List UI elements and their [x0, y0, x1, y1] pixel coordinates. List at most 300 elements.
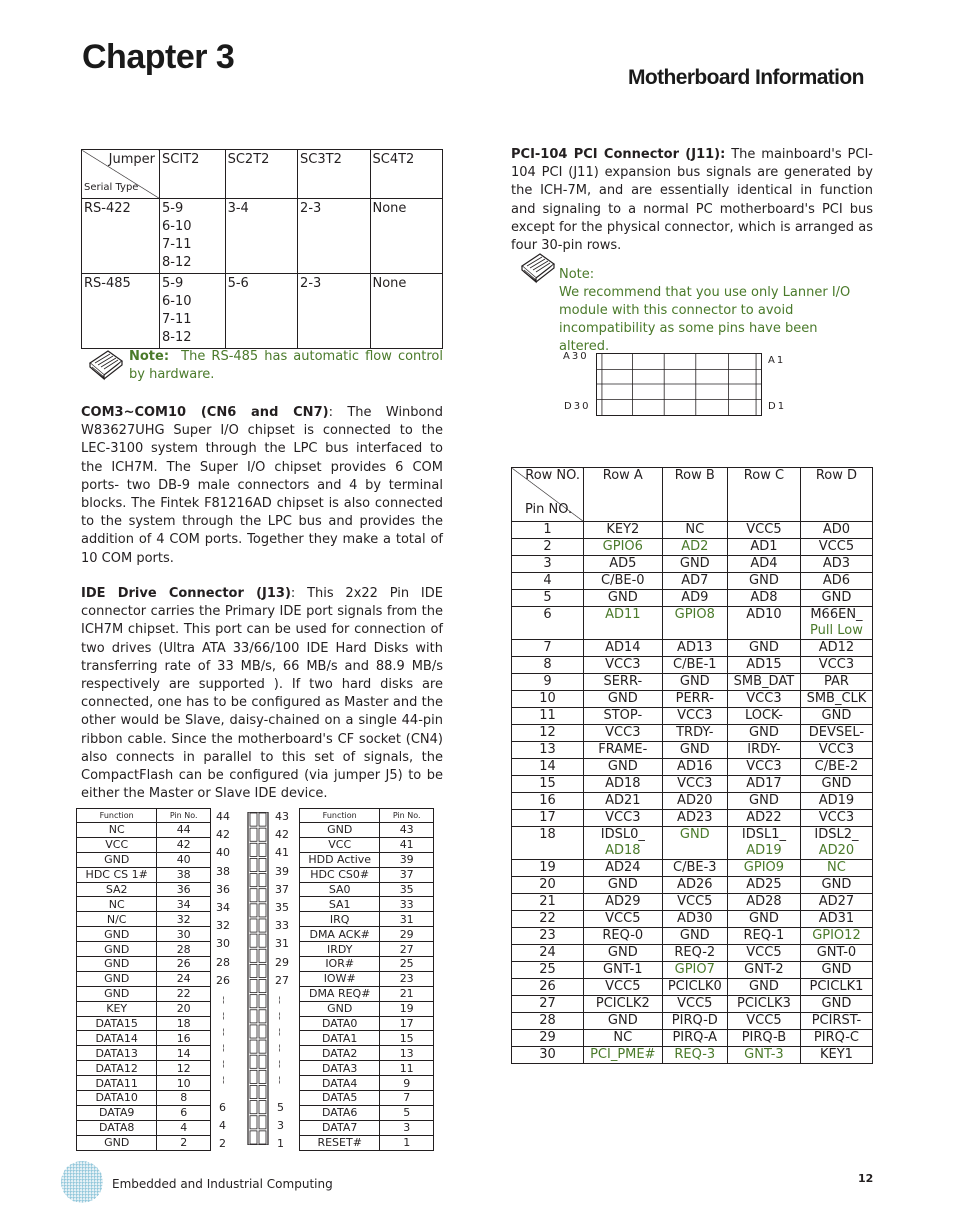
- ide-table-row: VCC 42: [77, 837, 211, 852]
- pci-table-row: [512, 539, 873, 556]
- pci-col-header: Row B: [662, 468, 727, 522]
- connector-gap-mark: ¦: [222, 995, 225, 1004]
- pci-cell: GPIO7: [662, 962, 727, 979]
- connector-pin: [259, 934, 266, 947]
- connector-pin: [250, 964, 257, 977]
- pci-cell: GPIO9: [727, 860, 800, 877]
- ide-table-row: GND 26: [77, 957, 211, 972]
- pci-cell: C/BE-0: [584, 573, 663, 590]
- pci-cell: GND: [727, 979, 800, 996]
- com-paragraph: COM3~COM10 (CN6 and CN7): The Winbond W83627UHG Super I/O chipset is connected to the LEC-3100 system through the LPC bus interfaced to the ICH7M. The Super I/O chipset provides 6 COM ports- two DB-9 male connectors and 4 by terminal blocks. The Fintek F81216AD chipset is also connected to the system through the LPC bus and provides the addition of 4 COM ports. Together they make a total of 10 COM ports.: [81, 405, 443, 566]
- ide-table-row: RESET# 1: [300, 1135, 434, 1150]
- ide-table-row: DATA9 6: [77, 1105, 211, 1120]
- connector-pin: [250, 1101, 257, 1114]
- pci-cell: AD29: [584, 894, 663, 911]
- pci-cell: AD15: [727, 657, 800, 674]
- connector-pin-number: 33: [275, 919, 289, 933]
- pci-cell: REQ-3: [662, 1047, 727, 1064]
- pci-cell: VCC3: [584, 657, 663, 674]
- connector-pin: [250, 1025, 257, 1038]
- pci-cell: VCC3: [662, 708, 727, 725]
- pci-table-row: [512, 996, 873, 1013]
- pci-cell: VCC3: [727, 691, 800, 708]
- pci-table-row: [512, 725, 873, 742]
- pci-label-d30: D30: [564, 401, 591, 412]
- ide-paragraph: IDE Drive Connector (J13): This 2x22 Pin IDE connector carries the Primary IDE port signals from the ICH7M chipset. This port can be used for connection of two drives (Ultra ATA 33/66/100 IDE Hard Disks with transferring rate of 33 MB/s, 66 MB/s and 88.9 MB/s respectively are supported ). If two hard disks are connected, one has to be configured as Master and the other would be Slave, daisy-chained on a single 44-pin ribbon cable. Since the motherboard's CF socket (CN4) also connects in parallel to this set of signals, the CompactFlash can be configured (via jumper J5) to be either the Master or Slave IDE device.: [81, 586, 443, 802]
- connector-pin: [259, 1131, 266, 1144]
- pci-cell: AD19: [800, 793, 872, 810]
- connector-gap-mark: ¦: [222, 1011, 225, 1020]
- pci-cell: 13: [512, 742, 584, 759]
- connector-pin: [259, 1085, 266, 1098]
- pci-table-row: [512, 894, 873, 911]
- connector-pin-number: 32: [216, 919, 230, 933]
- pci-cell: VCC3: [800, 657, 872, 674]
- pci-cell: GND: [727, 911, 800, 928]
- pci-cell: NC: [584, 1030, 663, 1047]
- pci-cell: 10: [512, 691, 584, 708]
- connector-pin-number: 1: [277, 1137, 284, 1151]
- pci-cell: REQ-2: [662, 945, 727, 962]
- connector-pin: [250, 934, 257, 947]
- pci-cell: 11: [512, 708, 584, 725]
- connector-pin: [250, 949, 257, 962]
- connector-pin: [250, 980, 257, 993]
- pci-table-row: [512, 573, 873, 590]
- pci-col-header: Row D: [800, 468, 872, 522]
- pci-cell: 3: [512, 556, 584, 573]
- pci-cell: AD22: [727, 810, 800, 827]
- pci-cell: AD0: [800, 522, 872, 539]
- pci-cell: GNT-3: [727, 1047, 800, 1064]
- pci-cell: GND: [584, 590, 663, 607]
- connector-pin-number: 34: [216, 901, 230, 914]
- jumper-col-header: SC4T2: [370, 150, 443, 199]
- ide-table-row: GND 19: [300, 1001, 434, 1016]
- pci-col-header: Row C: [727, 468, 800, 522]
- pci-cell: GND: [800, 590, 872, 607]
- pci-title: PCI-104 PCI Connector (J11):: [511, 147, 726, 162]
- pci-table-row: [512, 793, 873, 810]
- pci-cell: AD23: [662, 810, 727, 827]
- pci-cell: 19: [512, 860, 584, 877]
- pci-cell: VCC5: [584, 979, 663, 996]
- connector-pin-number: 42: [216, 828, 230, 842]
- ide-table-row: DMA REQ# 21: [300, 986, 434, 1001]
- connector-pin-number: 5: [277, 1101, 284, 1114]
- note-rs485: Note: The RS-485 has automatic flow control by hardware.: [129, 349, 444, 382]
- connector-pin: [259, 858, 266, 871]
- pci-cell: GND: [662, 827, 727, 860]
- pci-cell: AD3: [800, 556, 872, 573]
- ide-table-row: DATA0 17: [300, 1016, 434, 1031]
- ide-right-table: [299, 808, 434, 1151]
- connector-gap-mark: ¦: [222, 1027, 225, 1036]
- pci-cell: 7: [512, 640, 584, 657]
- ide-table-row: IRQ 31: [300, 912, 434, 927]
- pci-cell: AD8: [727, 590, 800, 607]
- connector-pin-number: 31: [275, 937, 289, 951]
- pci-cell: PIRQ-C: [800, 1030, 872, 1047]
- pci-cell: 27: [512, 996, 584, 1013]
- pci-table-row: [512, 640, 873, 657]
- pci-cell: AD1: [727, 539, 800, 556]
- pci-cell: AD10: [727, 607, 800, 640]
- pci-cell: 4: [512, 573, 584, 590]
- lanner-logo: [60, 1160, 104, 1204]
- pci-table-header: [512, 468, 873, 522]
- pci-cell: 12: [512, 725, 584, 742]
- pci-cell: AD13: [662, 640, 727, 657]
- connector-gap-mark: ¦: [222, 1059, 225, 1068]
- connector-pin-number: 3: [277, 1119, 284, 1133]
- pci-cell: GND: [727, 725, 800, 742]
- connector-pin: [250, 828, 257, 841]
- connector-gap-mark: ¦: [278, 1043, 281, 1052]
- pci-cell: PCICLK0: [662, 979, 727, 996]
- ide-table-row: GND 43: [300, 823, 434, 838]
- connector-pin: [250, 904, 257, 917]
- jumper-table: [81, 149, 443, 349]
- pci-cell: AD2: [662, 539, 727, 556]
- pci-table-row: [512, 827, 873, 860]
- ide-table-row: KEY 20: [77, 1001, 211, 1016]
- ide-table-row: GND 2: [77, 1135, 211, 1150]
- pci-cell: SERR-: [584, 674, 663, 691]
- pci-cell: VCC3: [800, 810, 872, 827]
- pci-cell: PAR: [800, 674, 872, 691]
- pci-table-row: [512, 945, 873, 962]
- connector-pin-number: 29: [275, 955, 289, 969]
- pci-table-row: [512, 708, 873, 725]
- pci-cell: AD4: [727, 556, 800, 573]
- pci-cell: GND: [800, 962, 872, 979]
- connector-pin-number: 44: [216, 810, 230, 823]
- connector-pin-number: 30: [216, 937, 230, 951]
- pci-cell: VCC5: [727, 945, 800, 962]
- pci-cell: SMB_DAT: [727, 674, 800, 691]
- pci-cell: GND: [584, 877, 663, 894]
- ide-table-row: SA0 35: [300, 882, 434, 897]
- pci-table-row: [512, 742, 873, 759]
- ide-table-row: SA2 36: [77, 882, 211, 897]
- connector-gap-mark: ¦: [278, 1059, 281, 1068]
- pci-cell: NC: [662, 522, 727, 539]
- pci-cell: AD7: [662, 573, 727, 590]
- connector-pin-number: 39: [275, 864, 289, 878]
- ide-table-header: Function Pin No.: [300, 809, 434, 823]
- pci-cell: TRDY-: [662, 725, 727, 742]
- pci-cell: 8: [512, 657, 584, 674]
- pci-cell: VCC5: [727, 1013, 800, 1030]
- pci-cell: 22: [512, 911, 584, 928]
- ide-table-row: N/C 32: [77, 912, 211, 927]
- pci-cell: GND: [662, 674, 727, 691]
- connector-pin-number: 27: [275, 973, 289, 987]
- pci-cell: PIRQ-B: [727, 1030, 800, 1047]
- pci-cell: PCICLK2: [584, 996, 663, 1013]
- pci-cell: VCC5: [800, 539, 872, 556]
- ide-table-row: NC 34: [77, 897, 211, 912]
- pci-cell: GND: [800, 776, 872, 793]
- connector-pin-number: 42: [275, 828, 289, 842]
- pci-cell: GPIO12: [800, 928, 872, 945]
- pci-cell: GND: [800, 996, 872, 1013]
- pci-cell: AD30: [662, 911, 727, 928]
- ide-table-row: SA1 33: [300, 897, 434, 912]
- connector-pin: [259, 874, 266, 887]
- jumper-col-header: SCIT2: [160, 150, 226, 199]
- jumper-col-header: SC2T2: [225, 150, 297, 199]
- pci-cell: 16: [512, 793, 584, 810]
- pci-cell: AD12: [800, 640, 872, 657]
- chapter-title: Chapter 3: [82, 38, 235, 76]
- connector-pin-number: 26: [216, 973, 230, 987]
- ide-table-row: NC 44: [77, 823, 211, 838]
- pci-table-row: [512, 759, 873, 776]
- connector-pin: [250, 919, 257, 932]
- pci-cell: AD28: [727, 894, 800, 911]
- pci-cell: 25: [512, 962, 584, 979]
- pci-cell: GND: [584, 759, 663, 776]
- pci-cell-split: M66EN_ Pull Low: [800, 607, 872, 640]
- pci-cell: PCI_PME#: [584, 1047, 663, 1064]
- ide-left-table: [76, 808, 211, 1151]
- pci-table-row: [512, 674, 873, 691]
- connector-pin-number: 35: [275, 901, 289, 914]
- pci-cell: PCIRST-: [800, 1013, 872, 1030]
- pci-cell: VCC3: [662, 776, 727, 793]
- pci-cell: VCC3: [584, 810, 663, 827]
- connector-gap-mark: ¦: [222, 1043, 225, 1052]
- ide-table-row: DATA2 13: [300, 1046, 434, 1061]
- pci-table-row: [512, 1013, 873, 1030]
- jumper-col-header: SC3T2: [298, 150, 370, 199]
- pci-table-row: [512, 928, 873, 945]
- pci-cell-split: IDSL2_ AD20: [800, 827, 872, 860]
- pci-cell: C/BE-3: [662, 860, 727, 877]
- connector-pin: [250, 889, 257, 902]
- ide-table-row: DMA ACK# 29: [300, 927, 434, 942]
- pci-cell: AD14: [584, 640, 663, 657]
- connector-pin: [259, 919, 266, 932]
- pci-cell: GPIO6: [584, 539, 663, 556]
- pci-cell: GND: [662, 928, 727, 945]
- connector-gap-mark: ¦: [278, 1011, 281, 1020]
- pci-cell: GND: [584, 945, 663, 962]
- pci-cell: VCC3: [800, 742, 872, 759]
- connector-pin: [250, 1085, 257, 1098]
- pci-table-row: [512, 522, 873, 539]
- pci-cell: VCC3: [584, 725, 663, 742]
- connector-pin: [259, 843, 266, 856]
- pci-cell: LOCK-: [727, 708, 800, 725]
- ide-table-row: GND 30: [77, 927, 211, 942]
- pci-table-row: [512, 1047, 873, 1064]
- pci-cell: GND: [727, 793, 800, 810]
- jumper-corner-cell: Jumper Serial Type: [82, 150, 160, 199]
- connector-pin: [250, 1116, 257, 1129]
- connector-pin-number: 37: [275, 882, 289, 896]
- pci-corner-cell: Row NO. Pin NO.: [512, 468, 584, 522]
- ide-table-row: HDC CS 1# 38: [77, 867, 211, 882]
- pci-table-row: [512, 860, 873, 877]
- pci-cell: AD25: [727, 877, 800, 894]
- pci-cell: GND: [727, 640, 800, 657]
- connector-pin-number: 36: [216, 882, 230, 896]
- pci-cell: VCC5: [584, 911, 663, 928]
- ide-table-header: Function Pin No.: [77, 809, 211, 823]
- pci-cell: AD18: [584, 776, 663, 793]
- connector-pin: [259, 1101, 266, 1114]
- jumper-row: RS-485 5-9 6-10 7-11 8-12 5-6 2-3 None: [82, 274, 443, 349]
- pci-cell-split: IDSL1_ AD19: [727, 827, 800, 860]
- pci-cell: 26: [512, 979, 584, 996]
- ide-table-row: IOW# 23: [300, 971, 434, 986]
- pci-cell: 9: [512, 674, 584, 691]
- connector-gap-mark: ¦: [222, 1075, 225, 1084]
- connector-pin: [250, 843, 257, 856]
- ide-table-row: HDC CS0# 37: [300, 867, 434, 882]
- connector-pin-number: 28: [216, 955, 230, 969]
- pci-cell: AD16: [662, 759, 727, 776]
- pci-cell: GPIO8: [662, 607, 727, 640]
- pci-cell: 29: [512, 1030, 584, 1047]
- pci-cell: C/BE-1: [662, 657, 727, 674]
- pci-cell: PIRQ-A: [662, 1030, 727, 1047]
- pci-cell: C/BE-2: [800, 759, 872, 776]
- ide-table-row: DATA5 7: [300, 1091, 434, 1106]
- pci-cell: AD17: [727, 776, 800, 793]
- pci-cell: GND: [800, 708, 872, 725]
- connector-pin: [259, 964, 266, 977]
- note-icon: [86, 345, 126, 383]
- ide-table-row: DATA14 16: [77, 1031, 211, 1046]
- connector-pin: [259, 1010, 266, 1023]
- pci-cell: 1: [512, 522, 584, 539]
- ide-connector-diagram: [246, 812, 270, 1145]
- ide-table-row: IRDY 27: [300, 942, 434, 957]
- pci-connector-grid: [596, 353, 762, 416]
- connector-pin: [250, 1131, 257, 1144]
- connector-pin: [250, 1070, 257, 1083]
- pci-cell: VCC3: [727, 759, 800, 776]
- pci-label-a1: A1: [768, 355, 786, 366]
- connector-pin: [259, 828, 266, 841]
- connector-pin-number: 38: [216, 864, 230, 878]
- connector-pin: [259, 1025, 266, 1038]
- pci-cell: GNT-1: [584, 962, 663, 979]
- pci-cell: 6: [512, 607, 584, 640]
- pci-cell: PCICLK1: [800, 979, 872, 996]
- pci-cell: NC: [800, 860, 872, 877]
- pci-table-row: [512, 691, 873, 708]
- ide-table-row: GND 40: [77, 852, 211, 867]
- pci-cell: REQ-0: [584, 928, 663, 945]
- section-title: Motherboard Information: [628, 66, 864, 89]
- ide-table-row: GND 28: [77, 942, 211, 957]
- connector-pin: [259, 995, 266, 1008]
- ide-table-row: DATA6 5: [300, 1105, 434, 1120]
- connector-pin: [250, 1055, 257, 1068]
- ide-table-row: HDD Active 39: [300, 852, 434, 867]
- pci-label-a30: A30: [563, 351, 589, 362]
- pci-cell: KEY1: [800, 1047, 872, 1064]
- ide-table-row: DATA11 10: [77, 1076, 211, 1091]
- ide-table-row: IOR# 25: [300, 957, 434, 972]
- pci-cell: GND: [662, 556, 727, 573]
- pci-cell: PCICLK3: [727, 996, 800, 1013]
- connector-pin: [250, 858, 257, 871]
- note-lanner: Note: We recommend that you use only Lanner I/O module with this connector to avoid incompatibility as some pins have been altered.: [559, 267, 851, 354]
- pci-cell: 30: [512, 1047, 584, 1064]
- pci-cell: AD26: [662, 877, 727, 894]
- connector-pin: [259, 1040, 266, 1053]
- pci-cell: VCC5: [662, 894, 727, 911]
- ide-table-row: DATA3 11: [300, 1061, 434, 1076]
- ide-table-row: DATA15 18: [77, 1016, 211, 1031]
- connector-pin-number: 40: [216, 846, 230, 860]
- pci-pin-table: [511, 467, 873, 1064]
- pci-label-d1: D1: [768, 401, 787, 412]
- connector-gap-mark: ¦: [278, 1027, 281, 1036]
- pci-cell: GND: [584, 1013, 663, 1030]
- ide-table-row: DATA4 9: [300, 1076, 434, 1091]
- note-icon: [518, 248, 558, 286]
- pci-cell: 24: [512, 945, 584, 962]
- footer-text: Embedded and Industrial Computing: [112, 1177, 333, 1191]
- ide-table-row: DATA1 15: [300, 1031, 434, 1046]
- connector-pin: [250, 813, 257, 826]
- connector-pin: [250, 995, 257, 1008]
- ide-table-row: DATA12 12: [77, 1061, 211, 1076]
- connector-pin-number: 2: [219, 1137, 226, 1151]
- pci-cell: FRAME-: [584, 742, 663, 759]
- pci-cell-split: IDSL0_ AD18: [584, 827, 663, 860]
- ide-table-row: VCC 41: [300, 837, 434, 852]
- pci-cell: IRDY-: [727, 742, 800, 759]
- connector-pin: [259, 949, 266, 962]
- ide-table-row: GND 22: [77, 986, 211, 1001]
- pci-cell: 23: [512, 928, 584, 945]
- pci-cell: 2: [512, 539, 584, 556]
- page-number: 12: [858, 1172, 874, 1185]
- ide-table-row: GND 24: [77, 971, 211, 986]
- ide-table-row: DATA13 14: [77, 1046, 211, 1061]
- pci-table-row: [512, 556, 873, 573]
- pci-table-row: [512, 911, 873, 928]
- ide-title: IDE Drive Connector (J13): [81, 586, 291, 601]
- pci-cell: AD27: [800, 894, 872, 911]
- pci-table-row: [512, 1030, 873, 1047]
- pci-cell: AD24: [584, 860, 663, 877]
- connector-gap-mark: ¦: [278, 1075, 281, 1084]
- connector-pin-number: 43: [275, 810, 289, 823]
- pci-cell: 18: [512, 827, 584, 860]
- pci-cell: DEVSEL-: [800, 725, 872, 742]
- pci-cell: GNT-0: [800, 945, 872, 962]
- connector-pin-number: 4: [219, 1119, 226, 1133]
- pci-cell: VCC5: [727, 522, 800, 539]
- pci-paragraph: PCI-104 PCI Connector (J11): The mainboard's PCI-104 PCI (J11) expansion bus signals are generated by the ICH-7M, and are essentially identical in function and signaling to a normal PC motherboard's PCI bus except for the physical connector, which is arranged as four 30-pin rows.: [511, 147, 873, 254]
- pci-cell: STOP-: [584, 708, 663, 725]
- pci-table-row: [512, 979, 873, 996]
- pci-table-row: [512, 877, 873, 894]
- ide-table-row: DATA7 3: [300, 1120, 434, 1135]
- connector-pin: [250, 874, 257, 887]
- connector-gap-mark: ¦: [278, 995, 281, 1004]
- pci-cell: AD31: [800, 911, 872, 928]
